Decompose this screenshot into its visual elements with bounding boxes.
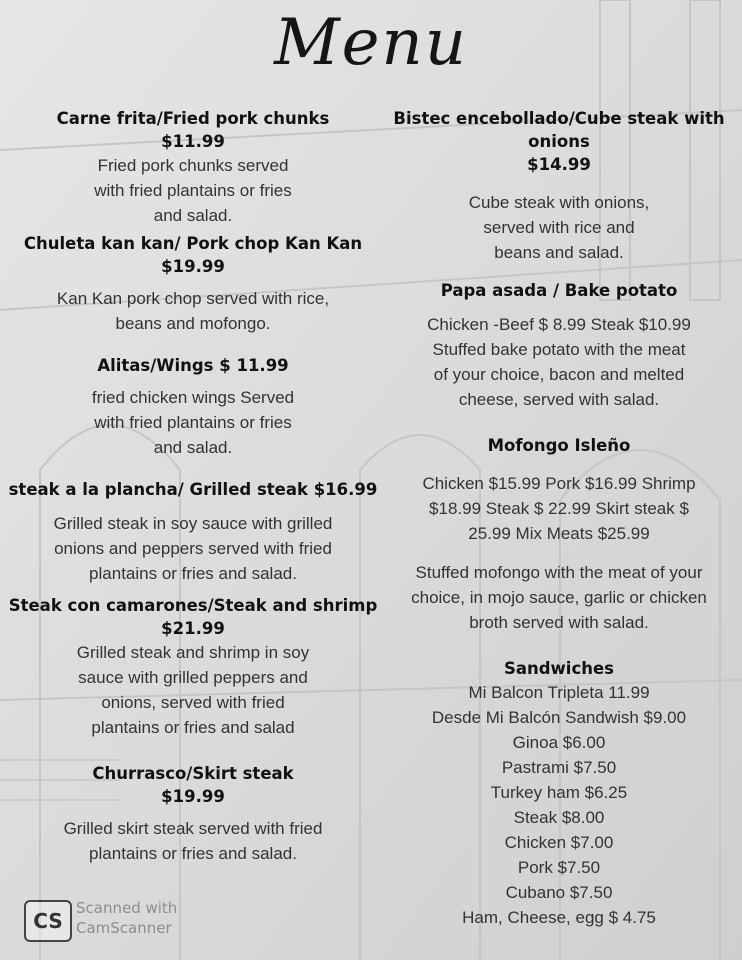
item-desc-line: 25.99 Mix Meats $25.99 xyxy=(468,524,650,543)
item-desc-line: cheese, served with salad. xyxy=(458,390,660,409)
item-name: Steak con camarones/Steak and shrimp xyxy=(8,596,378,615)
camscanner-logo: CS xyxy=(24,900,72,942)
item-price: $11.99 xyxy=(161,132,225,151)
item-desc-line: beans and mofongo. xyxy=(115,314,271,333)
item-desc-line: Kan Kan pork chop served with rice, xyxy=(56,289,330,308)
item-desc-line: with fried plantains or fries xyxy=(94,181,292,200)
item-name: Carne frita/Fried pork chunks xyxy=(56,109,330,128)
menu-item xyxy=(8,354,378,460)
menu-item xyxy=(378,657,740,930)
item-desc-line: Grilled steak in soy sauce with grilled xyxy=(53,514,333,533)
item-price: $19.99 xyxy=(161,257,225,276)
item-name: Chuleta kan kan/ Pork chop Kan Kan xyxy=(23,234,363,253)
item-desc-line: plantains or fries and salad. xyxy=(89,844,297,863)
left-column xyxy=(8,107,378,866)
item-name: steak a la plancha/ Grilled steak $16.99 xyxy=(8,480,378,499)
item-desc-line: choice, in mojo sauce, garlic or chicken xyxy=(411,588,707,607)
menu-item xyxy=(8,232,378,336)
item-desc-line: and salad. xyxy=(153,438,233,457)
menu-item xyxy=(8,594,378,740)
item-desc-line: onions and peppers served with fried xyxy=(54,539,332,558)
item-price: $19.99 xyxy=(161,787,225,806)
menu-item xyxy=(8,107,378,228)
item-desc-line: onions, served with fried xyxy=(101,693,285,712)
camscanner-watermark xyxy=(76,898,177,938)
item-desc-line: fried chicken wings Served xyxy=(91,388,295,407)
item-desc-line: sauce with grilled peppers and xyxy=(78,668,308,687)
sandwich-line: Pork $7.50 xyxy=(517,858,601,877)
sandwich-line: Turkey ham $6.25 xyxy=(490,783,628,802)
item-desc-line: Chicken $15.99 Pork $16.99 Shrimp xyxy=(422,474,696,493)
sandwich-line: Ham, Cheese, egg $ 4.75 xyxy=(462,908,656,927)
menu-title: Menu xyxy=(274,6,468,80)
sandwich-line: Mi Balcon Tripleta 11.99 xyxy=(468,683,650,702)
item-desc-line: broth served with salad. xyxy=(469,613,649,632)
item-desc-line: plantains or fries and salad. xyxy=(89,564,297,583)
menu-item xyxy=(378,107,740,265)
item-desc-line: Cube steak with onions, xyxy=(468,193,650,212)
item-desc-line: plantains or fries and salad xyxy=(91,718,295,737)
sandwich-line: Ginoa $6.00 xyxy=(512,733,606,752)
item-price: $14.99 xyxy=(527,155,591,174)
item-name: Papa asada / Bake potato xyxy=(440,281,678,300)
item-desc-line: with fried plantains or fries xyxy=(94,413,292,432)
item-name: Churrasco/Skirt steak xyxy=(92,764,294,783)
item-desc-line: $18.99 Steak $ 22.99 Skirt steak $ xyxy=(429,499,689,518)
menu-item xyxy=(8,478,378,586)
item-desc-line: Stuffed bake potato with the meat xyxy=(432,340,686,359)
item-desc-line: Fried pork chunks served xyxy=(97,156,289,175)
item-desc-line: Grilled skirt steak served with fried xyxy=(63,819,323,838)
sandwich-line: Steak $8.00 xyxy=(513,808,605,827)
item-desc-line: of your choice, bacon and melted xyxy=(433,365,685,384)
item-desc-line: beans and salad. xyxy=(494,243,624,262)
item-desc-line: Stuffed mofongo with the meat of your xyxy=(415,563,703,582)
sandwich-line: Cubano $7.50 xyxy=(505,883,613,902)
watermark-line: CamScanner xyxy=(76,919,172,937)
sandwich-line: Chicken $7.00 xyxy=(504,833,614,852)
item-desc-line: Chicken -Beef $ 8.99 Steak $10.99 xyxy=(427,315,691,334)
menu-item xyxy=(8,762,378,866)
item-name: Alitas/Wings $ 11.99 xyxy=(97,356,289,375)
item-name: Sandwiches xyxy=(503,659,614,678)
item-desc-line: Grilled steak and shrimp in soy xyxy=(76,643,310,662)
item-desc-line: and salad. xyxy=(153,206,233,225)
menu-item xyxy=(378,434,740,635)
item-name: Bistec encebollado/Cube steak with onions xyxy=(393,109,725,151)
sandwich-line: Pastrami $7.50 xyxy=(501,758,617,777)
item-name: Mofongo Isleño xyxy=(487,436,631,455)
watermark-line: Scanned with xyxy=(76,899,178,917)
sandwich-line: Desde Mi Balcón Sandwish $9.00 xyxy=(431,708,687,727)
item-desc-line: served with rice and xyxy=(483,218,635,237)
item-price: $21.99 xyxy=(161,619,225,638)
menu-item xyxy=(378,279,740,412)
right-column xyxy=(378,107,740,930)
